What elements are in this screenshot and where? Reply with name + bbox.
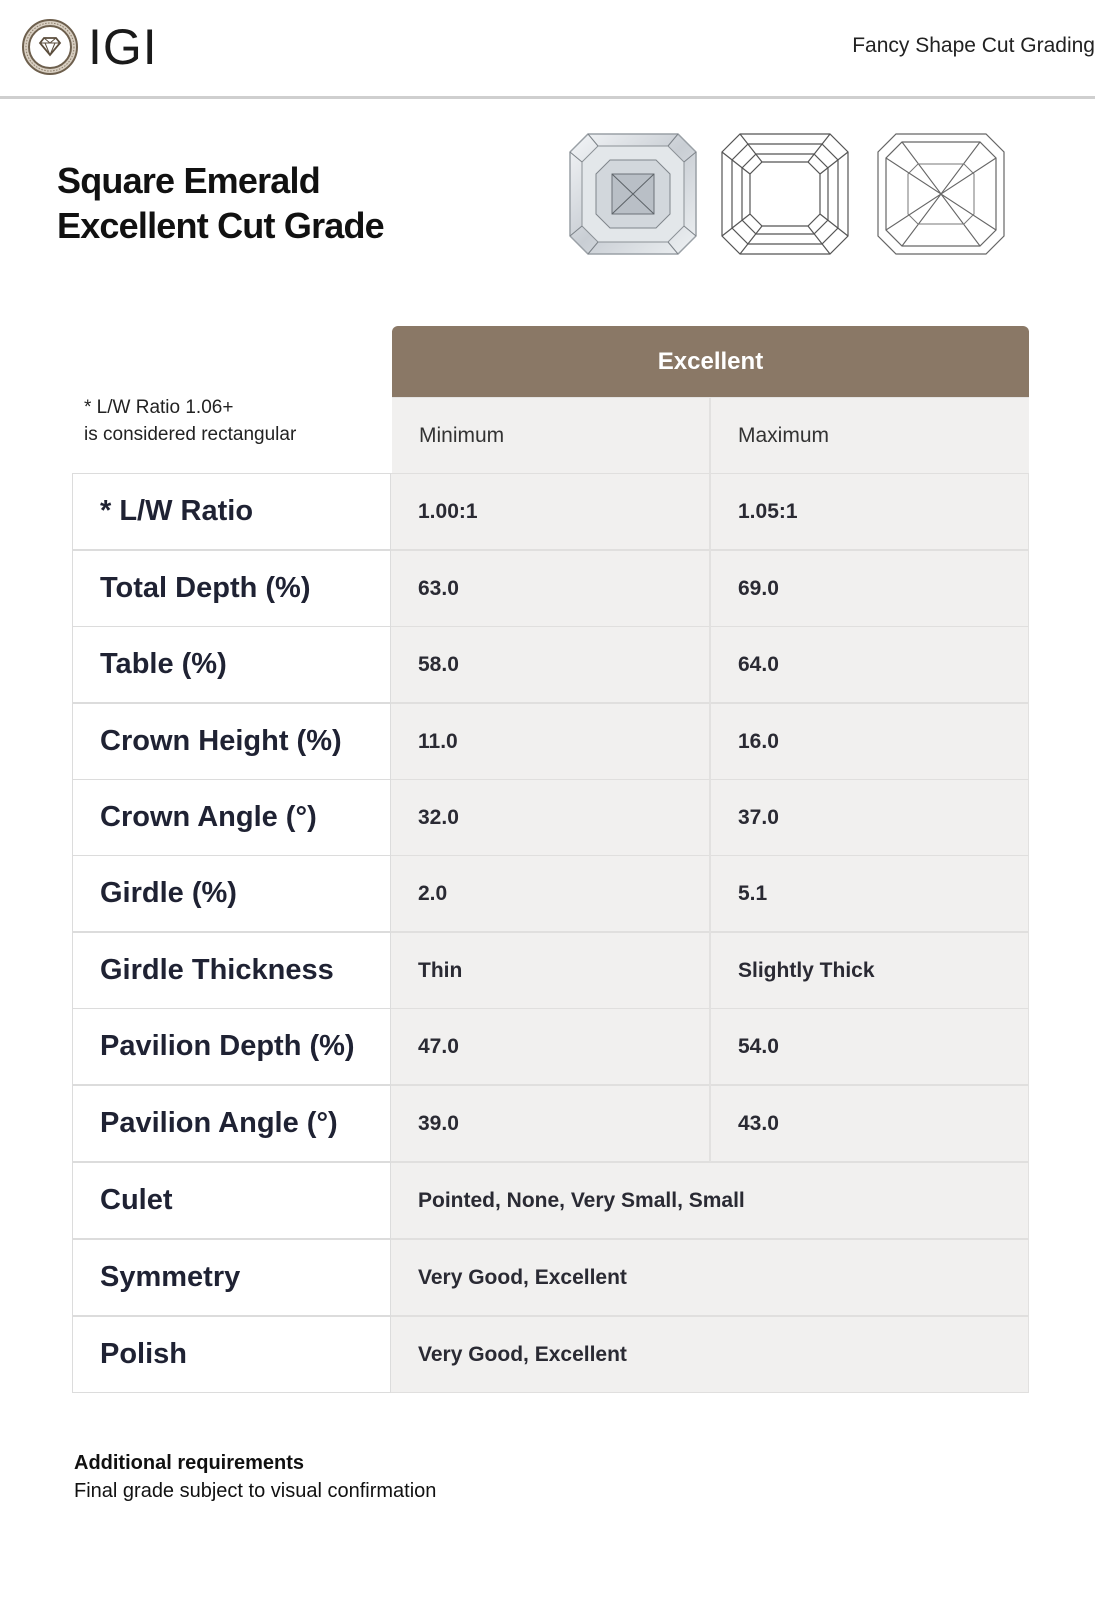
table-row — [72, 703, 1029, 780]
row-label: Table (%) — [72, 626, 391, 703]
crown-view-diagram — [718, 130, 852, 258]
row-max-value: 16.0 — [711, 703, 1029, 780]
title-line-2: Excellent Cut Grade — [57, 205, 384, 246]
row-min-value: 11.0 — [391, 703, 711, 780]
row-value: Pointed, None, Very Small, Small — [391, 1162, 1029, 1239]
table-row — [72, 1316, 1029, 1393]
table-row — [72, 1008, 1029, 1085]
footer-text: Final grade subject to visual confirmation — [74, 1480, 437, 1502]
row-max-value: 69.0 — [711, 550, 1029, 627]
row-max-value: 54.0 — [711, 1008, 1029, 1085]
row-min-value: 47.0 — [391, 1008, 711, 1085]
row-label: Crown Height (%) — [72, 703, 391, 780]
row-label: Pavilion Depth (%) — [72, 1008, 391, 1085]
table-row — [72, 1239, 1029, 1316]
row-label: Polish — [72, 1316, 391, 1393]
row-min-value: 63.0 — [391, 550, 711, 627]
table-row — [72, 473, 1029, 550]
row-label: Pavilion Angle (°) — [72, 1085, 391, 1162]
pavilion-view-diagram — [874, 130, 1008, 258]
row-min-value: 39.0 — [391, 1085, 711, 1162]
row-max-value: 64.0 — [711, 626, 1029, 703]
row-value: Very Good, Excellent — [391, 1316, 1029, 1393]
igi-seal-logo — [22, 19, 78, 75]
table-row — [72, 855, 1029, 932]
lw-ratio-note — [84, 394, 296, 448]
igi-wordmark: IGI — [88, 19, 158, 75]
row-value: Very Good, Excellent — [391, 1239, 1029, 1316]
table-row — [72, 932, 1029, 1009]
row-min-value: 2.0 — [391, 855, 711, 932]
row-label: Crown Angle (°) — [72, 779, 391, 856]
row-label: * L/W Ratio — [72, 473, 391, 550]
table-row — [72, 550, 1029, 627]
row-label: Girdle (%) — [72, 855, 391, 932]
row-min-value: Thin — [391, 932, 711, 1009]
note-line-1: * L/W Ratio 1.06+ — [84, 397, 234, 418]
grade-column-header: Excellent — [392, 326, 1029, 397]
table-row — [72, 779, 1029, 856]
note-line-2: is considered rectangular — [84, 424, 297, 445]
header-divider — [0, 96, 1095, 99]
maximum-column-header: Maximum — [711, 397, 1029, 473]
header-title: Fancy Shape Cut Grading — [852, 34, 1095, 57]
row-max-value: 43.0 — [711, 1085, 1029, 1162]
row-label: Girdle Thickness — [72, 932, 391, 1009]
row-max-value: 5.1 — [711, 855, 1029, 932]
row-min-value: 1.00:1 — [391, 473, 711, 550]
row-max-value: 1.05:1 — [711, 473, 1029, 550]
row-min-value: 32.0 — [391, 779, 711, 856]
table-row — [72, 1162, 1029, 1239]
page-title — [57, 158, 384, 248]
footer-heading: Additional requirements — [74, 1452, 305, 1474]
table-row — [72, 1085, 1029, 1162]
row-label: Culet — [72, 1162, 391, 1239]
minimum-column-header: Minimum — [392, 397, 711, 473]
table-row — [72, 626, 1029, 703]
row-max-value: 37.0 — [711, 779, 1029, 856]
row-label: Symmetry — [72, 1239, 391, 1316]
row-max-value: Slightly Thick — [711, 932, 1029, 1009]
diamond-photo-image — [566, 130, 700, 258]
additional-requirements — [74, 1449, 436, 1505]
row-min-value: 58.0 — [391, 626, 711, 703]
row-label: Total Depth (%) — [72, 550, 391, 627]
title-line-1: Square Emerald — [57, 160, 320, 201]
page-header — [0, 0, 1095, 98]
